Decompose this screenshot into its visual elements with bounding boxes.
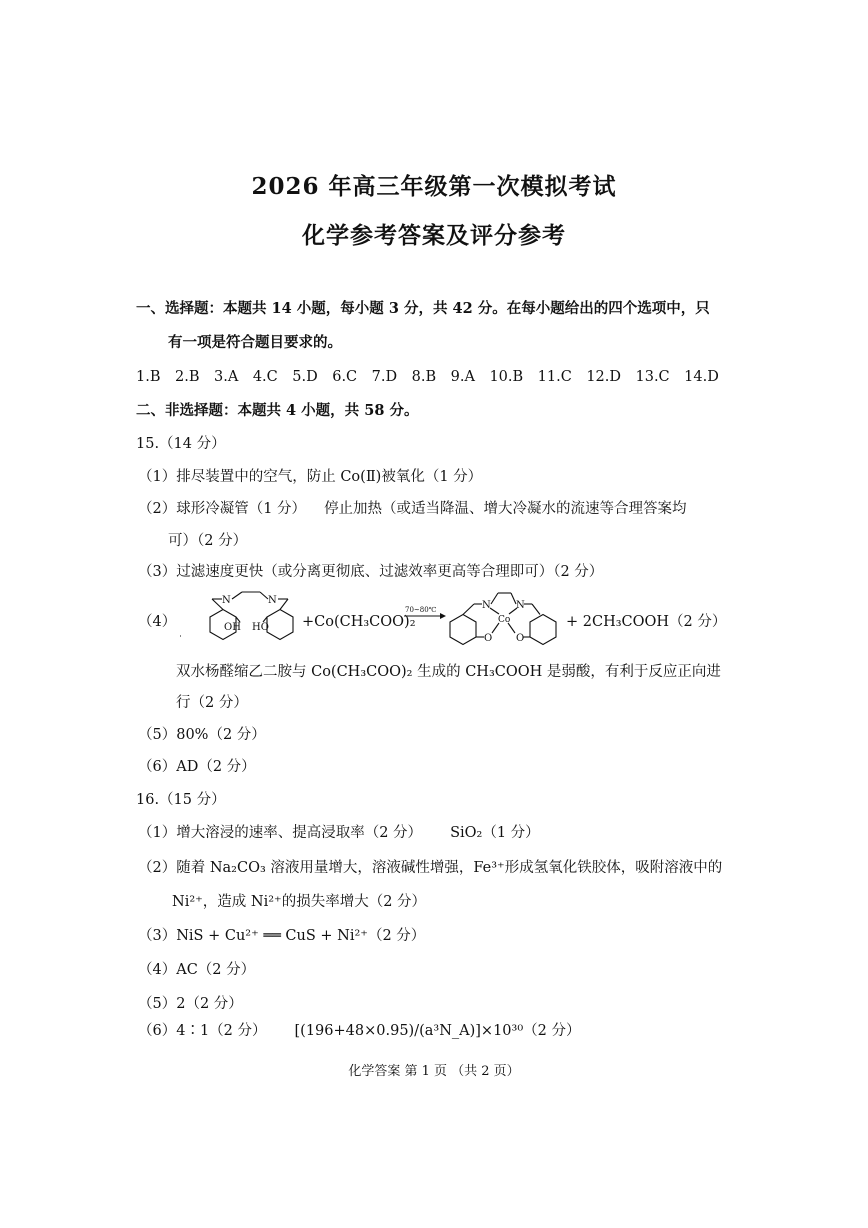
structure-group-label: HO [252,622,269,633]
q16-answer-1-part1: （1）增大溶浸的速率、提高浸取率（2 分） [138,825,423,841]
choice-answer: 14.D [684,369,719,385]
q16-answer-6-part2: [(196+48×0.95)/(a³N_A)]×10³⁰（2 分） [294,1023,581,1039]
q15-answer-5: （5）80%（2 分） [138,727,266,743]
choice-answer: 10.B [489,369,524,385]
q15-answer-1: （1）排尽装置中的空气，防止 Co(Ⅱ)被氧化（1 分） [138,469,483,485]
page-footer: 化学答案 第 1 页 （共 2 页） [348,1064,520,1079]
reaction-condition: 70~80℃ [405,606,437,614]
choice-answer: 13.C [635,369,670,385]
page-title: 2026 年高三年级第一次模拟考试 [251,173,617,200]
q16-answer-2-line1: （2）随着 Na₂CO₃ 溶液用量增大，溶液碱性增强，Fe³⁺形成氢氧化铁胶体，吸附溶液中的 [138,860,723,876]
q16-header: 16.（15 分） [136,792,226,808]
structure-atom-label: O [516,633,525,644]
q16-answer-5: （5）2（2 分） [138,996,243,1012]
choice-answer: 2.B [175,369,200,385]
reaction-equation [172,586,772,648]
choice-answer: 3.A [214,369,239,385]
q15-answer-4-explanation-line2: 行（2 分） [176,695,248,711]
choice-answer: 4.C [252,369,278,385]
choice-answers-row [136,367,733,387]
benzene-ring-right [267,610,293,640]
q16-answer-2-line2: Ni²⁺，造成 Ni²⁺的损失率增大（2 分） [172,894,427,910]
q15-answer-2-part1: （2）球形冷凝管（1 分） [138,501,307,517]
structure-atom-label: O [484,633,493,644]
structure-atom-label: N [268,595,277,606]
q15-answer-4-label: （4） [138,614,177,630]
choice-answer: 5.D [292,369,318,385]
choice-answer: 7.D [371,369,398,385]
product-formula: + 2CH₃COOH（2 分） [566,614,727,630]
q15-answer-2 [138,499,687,519]
section1-heading-line1: 一、选择题：本题共 14 小题，每小题 3 分，共 42 分。在每小题给出的四个选项中，只 [136,300,710,317]
choice-answer: 8.B [411,369,437,385]
q15-answer-6: （6）AD（2 分） [138,759,256,775]
structure-group-label: OH [224,622,241,633]
benzene-ring-right [530,615,556,645]
q15-answer-2-part2: 停止加热（或适当降温、增大冷凝水的流速等合理答案均 [324,501,687,517]
structure-atom-label: N [482,600,491,611]
section2-heading: 二、非选择题：本题共 4 小题，共 58 分。 [136,402,419,419]
section1-heading-line2: 有一项是符合题目要求的。 [168,334,342,351]
q15-answer-3: （3）过滤速度更快（或分离更彻底、过滤效率更高等合理即可）（2 分） [138,564,604,580]
choice-answer: 11.C [537,369,572,385]
q16-answer-6 [138,1021,580,1041]
q16-answer-6-part1: （6）4∶1（2 分） [138,1023,267,1039]
structure-atom-label: N [516,600,525,611]
q16-answer-1-part2: SiO₂（1 分） [450,825,540,841]
reagent-formula: +Co(CH₃COO)₂ [302,614,416,630]
choice-answer: 6.C [332,369,358,385]
q16-answer-3: （3）NiS + Cu²⁺ ══ CuS + Ni²⁺（2 分） [138,928,426,944]
q15-header: 15.（14 分） [136,436,226,452]
q16-answer-1 [138,823,540,843]
q15-answer-4-explanation-line1: 双水杨醛缩乙二胺与 Co(CH₃COO)₂ 生成的 CH₃COOH 是弱酸，有利于反应正向进 [176,664,721,680]
q15-answer-2-line2: 可）（2 分） [168,533,248,549]
choice-answer: 9.A [450,369,475,385]
q16-answer-4: （4）AC（2 分） [138,962,256,978]
structure-atom-label: N [222,595,231,606]
benzene-ring-left [450,615,476,645]
choice-answer: 1.B [136,369,161,385]
structure-atom-label: Co [498,615,511,625]
page-subtitle: 化学参考答案及评分参考 [302,222,566,249]
choice-answer: 12.D [586,369,621,385]
